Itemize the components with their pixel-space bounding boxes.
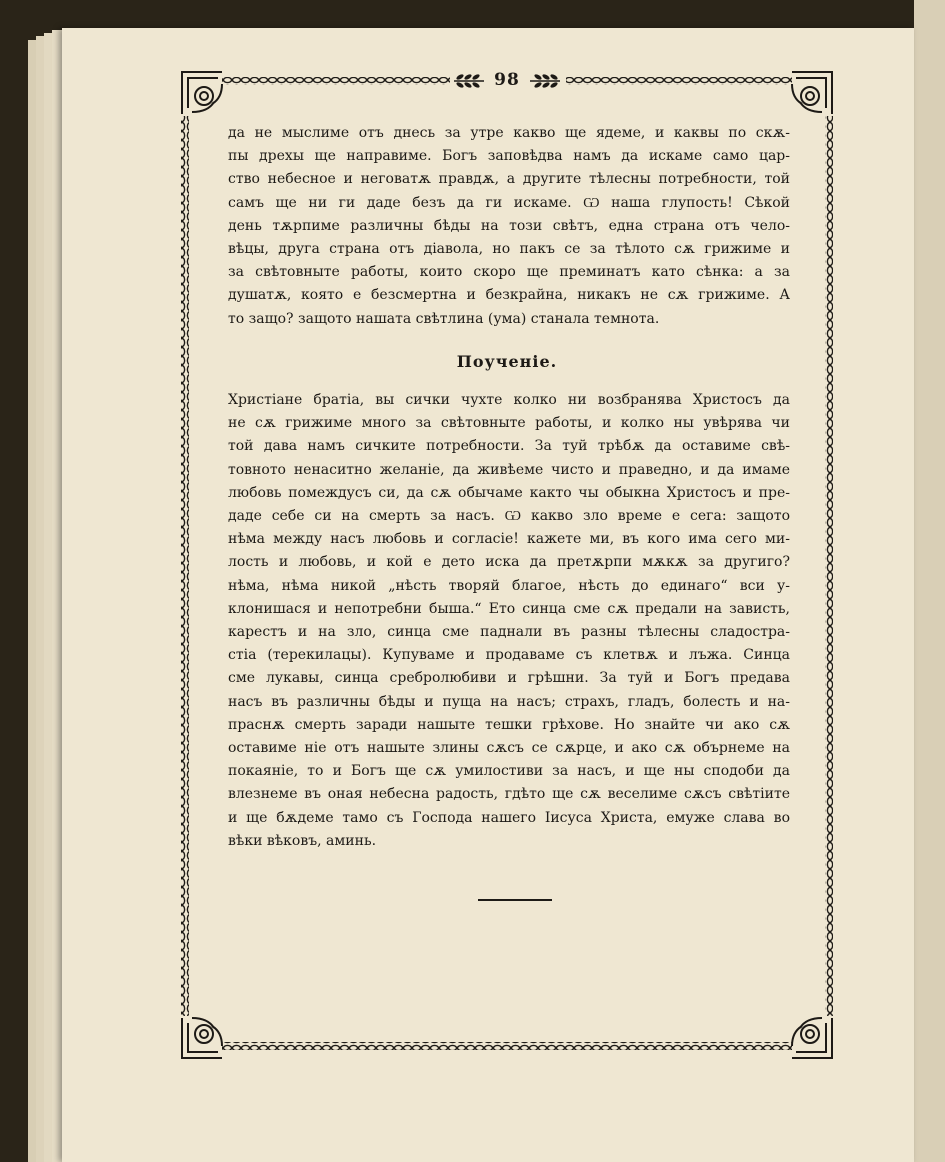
text-line: вѣки вѣковъ, аминь. <box>228 832 377 849</box>
paragraph-1 <box>228 122 790 331</box>
text-line: покаяніе, то и Богъ ще сѫ умилостиви за насъ, и ще ны сподоби да <box>228 763 790 780</box>
text-line: влезнеме въ оная небесна радость, гдѣто ще сѫ веселиме сѫсъ свѣтіите <box>228 786 790 803</box>
text-line: праснѫ смерть заради нашыте тешки грѣхове. Но знайте чи ако сѫ <box>228 716 790 733</box>
text-line: карестъ и на зло, синца сме паднали въ разны тѣлесны сладостра- <box>228 624 790 641</box>
text-line: насъ въ различны бѣды и пуща на насъ; страхъ, гладъ, болесть и на- <box>228 693 790 710</box>
text-line: не сѫ грижиме много за свѣтовныте работы, и колко ны увѣрява чи <box>228 415 790 432</box>
section-heading: Поученіе. <box>456 352 558 371</box>
text-line: оставиме ніе отъ нашыте злины сѫсъ се сѫрце, и ако сѫ обърнеме на <box>228 740 790 757</box>
text-line: клонишася и непотребни быша.“ Ето синца сме сѫ предали на зависть, <box>228 600 790 617</box>
paragraph-2 <box>228 389 790 853</box>
end-rule-divider <box>478 899 552 901</box>
text-line: за свѣтовныте работы, които скоро ще преминатъ като сѣнка: а за <box>228 264 790 281</box>
text-line: день тѫрпиме различны бѣды на този свѣтъ, една страна отъ чело- <box>228 217 790 234</box>
text-line: сме лукавы, синца сребролюбиви и грѣшни. За туй и Богъ предава <box>228 670 790 687</box>
text-line: нѣма между насъ любовь и согласіе! кажете ми, въ кого има сего ми- <box>228 531 790 548</box>
text-line: даде себе си на смерть за насъ. Ѡ какво зло време е сега: защото <box>228 508 790 525</box>
text-line: стіа (терекилацы). Купуваме и продаваме съ клетвѫ и лъжа. Синца <box>228 647 790 664</box>
text-line: душатѫ, която е безсмертна и безкрайна, никакъ не сѫ грижиме. А <box>228 287 790 304</box>
text-line: любовь помеждусъ си, да сѫ обычаме както чы обыкна Христосъ и пре- <box>228 484 790 501</box>
text-line: и ще бѫдеме тамо съ Господа нашего Іисуса Христа, емуже слава во <box>228 809 790 826</box>
text-line: Христіане братіа, вы сички чухте колко ни возбранява Христосъ да <box>228 392 790 408</box>
text-line: той дава намъ сичките потребности. За туй трѣбѫ да оставиме свѣ- <box>228 438 790 455</box>
text-line: нѣма, нѣма никой „нѣсть творяй благое, нѣсть до единаго“ вси у- <box>228 577 790 594</box>
text-line: товното ненаситно желаніе, да живѣеме чисто и праведно, и да имаме <box>228 461 790 478</box>
binding-strip <box>914 0 945 1162</box>
text-line: самъ ще ни ги даде безъ да ги искаме. Ѡ наша глупость! Сѣкой <box>228 194 790 211</box>
text-line: вѣцы, друга страна отъ діавола, но пакъ се за тѣлото сѫ грижиме и <box>228 241 790 258</box>
page-number: 98 <box>494 70 520 90</box>
text-line: лость и любовь, и кой е дето иска да претѫрпи мѫкѫ за другиго? <box>228 554 790 571</box>
text-line: ство небесное и неговатѫ правдѫ, а другите тѣлесны потребности, той <box>228 171 790 188</box>
text-line: то защо? защото нашата свѣтлина (ума) станала темнота. <box>228 310 660 327</box>
text-line: да не мыслиме отъ днесь за утре какво ще ядеме, и каквы по скѫ- <box>228 125 790 141</box>
text-line: пы дрехы ще направиме. Богъ заповѣдва намъ да искаме само цар- <box>228 148 790 165</box>
